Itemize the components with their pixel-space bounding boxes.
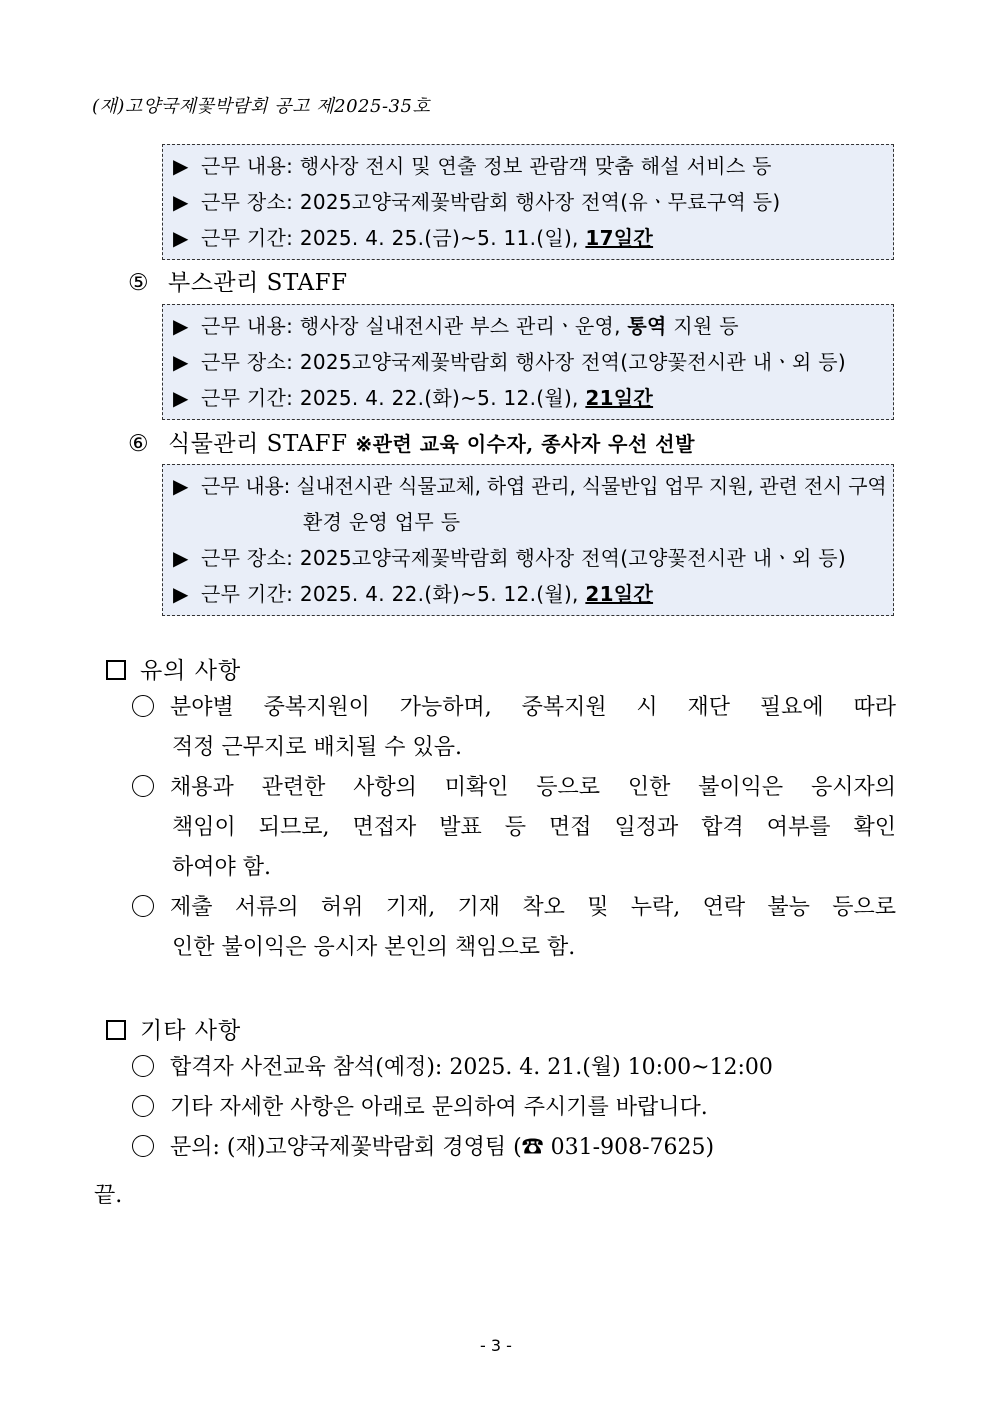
etc-item: 기타 자세한 사항은 아래로 문의하여 주시기를 바랍니다. [132,1088,896,1128]
checkbox-square-icon [106,660,126,680]
section-title: 부스관리 STAFF [168,270,348,296]
etc-items [132,1048,896,1168]
duty-content-line: ▶ 근무 내용: 실내전시관 식물교체, 하엽 관리, 식물반입 업무 지원, 관련 전시 구역 [173,468,883,504]
duty-box-3 [162,464,894,616]
duty-box-1 [162,144,894,260]
end-mark: 끝. [94,1183,123,1208]
duty-location-line: ▶ 근무 장소: 2025고양국제꽃박람회 행사장 전역(고양꽃전시관 내ㆍ외 등) [173,540,883,576]
etc-heading: 기타 사항 [106,1012,241,1045]
duty-content-line: ▶ 근무 내용: 행사장 실내전시관 부스 관리ㆍ운영, 통역 지원 등 [173,308,883,344]
duration-highlight: 21일간 [585,582,654,606]
arrow-icon: ▶ [173,154,189,178]
arrow-icon: ▶ [173,314,189,338]
arrow-icon: ▶ [173,190,189,214]
duty-location-line: ▶ 근무 장소: 2025고양국제꽃박람회 행사장 전역(유ㆍ무료구역 등) [173,184,883,220]
circle-bullet-icon [132,695,154,717]
circle-bullet-icon [132,895,154,917]
circle-bullet-icon [132,1055,154,1077]
notice-item: 분야별 중복지원이 가능하며, 중복지원 시 재단 필요에 따라 적정 근무지로 배치될 수 있음. [132,688,896,768]
duty-content-line: ▶ 근무 내용: 행사장 전시 및 연출 정보 관람객 맞춤 해설 서비스 등 [173,148,883,184]
circle-bullet-icon [132,775,154,797]
section-plant-staff [128,425,695,458]
arrow-icon: ▶ [173,226,189,250]
duty-content-continuation: 환경 운영 업무 등 [303,510,461,534]
circle-bullet-icon [132,1135,154,1157]
circle-bullet-icon [132,1095,154,1117]
etc-item: 문의: (재)고양국제꽃박람회 경영팀 (☎ 031-908-7625) [132,1128,896,1168]
duty-period-line: ▶ 근무 기간: 2025. 4. 22.(화)~5. 12.(월), 21일간 [173,380,883,416]
section-note: ※관련 교육 이수자, 종사자 우선 선발 [355,432,695,456]
arrow-icon: ▶ [173,474,189,498]
duty-location-line: ▶ 근무 장소: 2025고양국제꽃박람회 행사장 전역(고양꽃전시관 내ㆍ외 등) [173,344,883,380]
notice-item: 제출 서류의 허위 기재, 기재 착오 및 누락, 연락 불능 등으로 인한 불이익은 응시자 본인의 책임으로 함. [132,888,896,968]
checkbox-square-icon [106,1020,126,1040]
arrow-icon: ▶ [173,386,189,410]
duration-highlight: 21일간 [585,386,654,410]
document-header: (재)고양국제꽃박람회 공고 제2025-35호 [92,96,431,117]
notice-item: 채용과 관련한 사항의 미확인 등으로 인한 불이익은 응시자의 책임이 되므로, 면접자 발표 등 면접 일정과 합격 여부를 확인 하여야 함. [132,768,896,888]
etc-item: 합격자 사전교육 참석(예정): 2025. 4. 21.(월) 10:00~12:00 [132,1048,896,1088]
circled-number: ⑤ [128,270,150,296]
duty-period-line: ▶ 근무 기간: 2025. 4. 25.(금)~5. 11.(일), 17일간 [173,220,883,256]
arrow-icon: ▶ [173,546,189,570]
duration-highlight: 17일간 [585,226,654,250]
notice-heading: 유의 사항 [106,652,241,685]
arrow-icon: ▶ [173,582,189,606]
circled-number: ⑥ [128,431,150,457]
section-title: 식물관리 STAFF [168,431,356,457]
section-booth-staff [128,264,348,297]
page-number: - 3 - [480,1336,512,1355]
duty-period-line: ▶ 근무 기간: 2025. 4. 22.(화)~5. 12.(월), 21일간 [173,576,883,612]
duty-box-2 [162,304,894,420]
arrow-icon: ▶ [173,350,189,374]
